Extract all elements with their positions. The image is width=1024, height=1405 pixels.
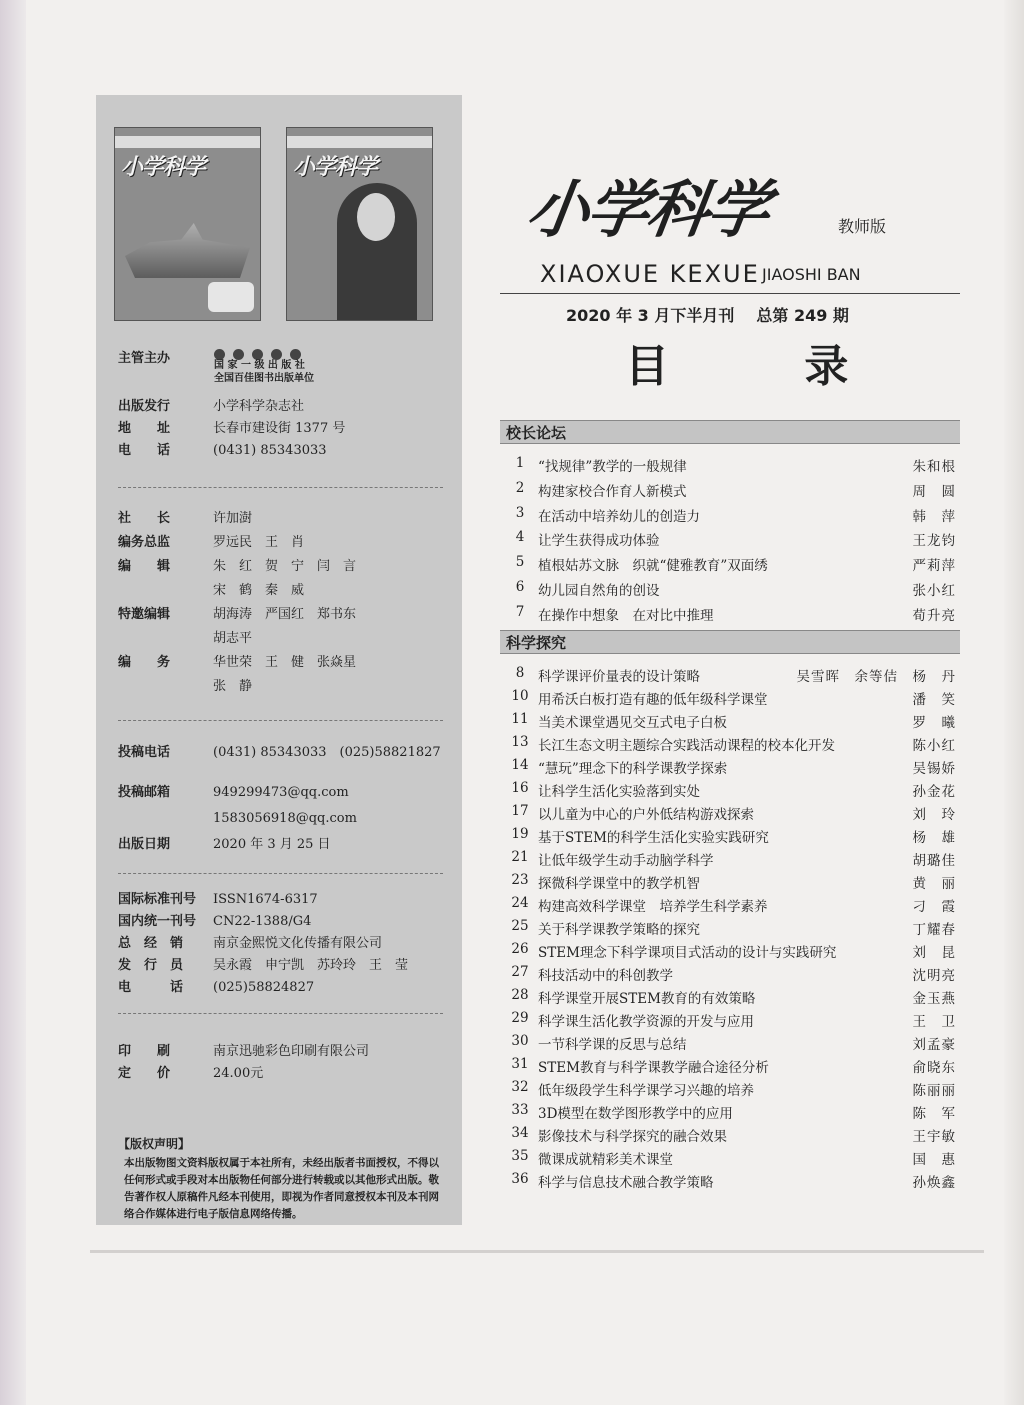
toc-entry[interactable] bbox=[500, 987, 960, 1009]
sponsor-row bbox=[118, 347, 213, 366]
info-label: 投稿电话 bbox=[118, 745, 171, 760]
info-block-2 bbox=[118, 507, 356, 699]
article-author: 荀升亮 bbox=[912, 607, 956, 624]
page-number: 33 bbox=[511, 1102, 529, 1118]
divider bbox=[118, 1013, 443, 1014]
cover-badge bbox=[208, 282, 254, 312]
article-author: 刁 霞 bbox=[912, 899, 956, 915]
toc-entry[interactable] bbox=[500, 1056, 960, 1078]
article-title: 让科学生活化实验落到实处 bbox=[538, 784, 700, 800]
section-header bbox=[500, 420, 960, 444]
toc-entry[interactable] bbox=[500, 1148, 960, 1170]
page-bottom-rule bbox=[90, 1250, 984, 1253]
article-author: 黄 丽 bbox=[912, 876, 956, 892]
cover-band bbox=[115, 136, 260, 148]
info-value: 宋 鹤 秦 威 bbox=[213, 583, 305, 598]
article-title: 以儿童为中心的户外低结构游戏探索 bbox=[538, 807, 754, 823]
article-author: 张小红 bbox=[912, 583, 956, 599]
page-number: 35 bbox=[511, 1148, 529, 1164]
page-number: 23 bbox=[511, 872, 529, 888]
page-number: 31 bbox=[511, 1056, 529, 1072]
info-label: 国内统一刊号 bbox=[118, 914, 197, 929]
info-value: 吴永霞 申宁凯 苏玲玲 王 莹 bbox=[213, 958, 409, 973]
article-author: 王宇敏 bbox=[912, 1129, 956, 1145]
article-author: 刘 昆 bbox=[912, 945, 956, 961]
info-label: 国际标准刊号 bbox=[118, 892, 197, 907]
toc-entry[interactable] bbox=[500, 803, 960, 825]
cover-thumbnail-1 bbox=[114, 127, 261, 321]
divider bbox=[118, 487, 443, 488]
page-number: 2 bbox=[515, 479, 525, 496]
edition-pinyin: JIAOSHI BAN bbox=[762, 265, 861, 284]
cover-title: 小学科学 bbox=[293, 155, 378, 180]
page-number: 6 bbox=[515, 579, 525, 595]
info-label: 投稿邮箱 bbox=[118, 785, 171, 800]
copyright-title: 【版权声明】 bbox=[118, 1137, 191, 1151]
page-number: 30 bbox=[511, 1033, 529, 1049]
toc-entry[interactable] bbox=[500, 688, 960, 710]
person-face bbox=[357, 193, 395, 241]
article-author: 朱和根 bbox=[912, 459, 956, 475]
publisher-seal-icons bbox=[214, 345, 344, 357]
article-title: 在操作中想象 在对比中推理 bbox=[538, 607, 714, 624]
sponsor-label: 主管主办 bbox=[118, 351, 171, 366]
toc-entry[interactable] bbox=[500, 826, 960, 848]
journal-logo: 小学科学 bbox=[522, 173, 773, 246]
page-number: 34 bbox=[511, 1125, 529, 1141]
article-author: 吴锡娇 bbox=[912, 761, 956, 777]
article-title: 低年级段学生科学课学习兴趣的培养 bbox=[538, 1083, 754, 1099]
info-value: ISSN1674-6317 bbox=[213, 892, 318, 907]
copyright-text: 本出版物图文资料版权属于本社所有，未经出版者书面授权，不得以任何形式或手段对本出版物任何部分进行转载或以其他形式出版。敬告著作权人原稿件凡经本刊使用，即视为作者同意授权本刊及本刊网络合作媒体进行电子版信息网络传播。 bbox=[124, 1157, 439, 1220]
info-label: 出版日期 bbox=[118, 837, 171, 852]
info-block-4 bbox=[118, 889, 408, 999]
article-author: 周 圆 bbox=[912, 483, 956, 500]
page-number: 17 bbox=[511, 803, 529, 819]
article-title: 让低年级学生动手动脑学科学 bbox=[538, 853, 714, 869]
publisher-line: 国 家 一 级 出 版 社 bbox=[214, 360, 305, 371]
page-number: 3 bbox=[515, 504, 525, 521]
cover-band bbox=[287, 136, 432, 148]
cover-title: 小学科学 bbox=[121, 155, 206, 180]
toc-entry[interactable] bbox=[500, 1125, 960, 1147]
info-value: 1583056918@qq.com bbox=[213, 811, 357, 826]
toc-entry[interactable] bbox=[500, 1033, 960, 1055]
article-title: 关于科学课教学策略的探究 bbox=[538, 922, 700, 938]
toc-entry[interactable] bbox=[500, 895, 960, 917]
page-number: 5 bbox=[515, 554, 525, 571]
info-block-1 bbox=[118, 396, 345, 462]
issue-total: 总第 249 期 bbox=[756, 306, 849, 325]
info-value: (025)58824827 bbox=[213, 980, 315, 995]
toc-entry[interactable] bbox=[500, 734, 960, 756]
article-author: 孙焕鑫 bbox=[912, 1175, 956, 1191]
article-author: 韩 萍 bbox=[912, 508, 956, 525]
info-value: 2020 年 3 月 25 日 bbox=[213, 837, 331, 852]
page-number: 7 bbox=[515, 603, 525, 620]
article-title: 影像技术与科学探究的融合效果 bbox=[538, 1129, 727, 1145]
article-author: 陈丽丽 bbox=[912, 1083, 956, 1099]
toc-entry[interactable] bbox=[500, 711, 960, 733]
info-value: 949299473@qq.com bbox=[213, 785, 349, 800]
article-author: 金玉燕 bbox=[912, 991, 956, 1007]
info-value: (0431) 85343033 (025)58821827 bbox=[213, 745, 441, 760]
article-title: 科学课生活化教学资源的开发与应用 bbox=[538, 1014, 754, 1030]
article-title: STEM理念下科学课项目式活动的设计与实践研究 bbox=[538, 945, 837, 961]
edition-label: 教师版 bbox=[838, 217, 887, 236]
article-author: 沈明亮 bbox=[912, 968, 956, 984]
page-number: 13 bbox=[511, 734, 529, 750]
page-number: 11 bbox=[511, 711, 529, 727]
page-number: 29 bbox=[511, 1010, 529, 1026]
article-author: 刘 玲 bbox=[912, 807, 956, 823]
info-value: CN22-1388/G4 bbox=[213, 914, 312, 929]
info-value: 24.00元 bbox=[213, 1066, 264, 1081]
toc-entry[interactable] bbox=[500, 480, 960, 502]
article-title: 微课成就精彩美术课堂 bbox=[538, 1152, 673, 1168]
toc-heading: 目 录 bbox=[625, 341, 909, 392]
page-number: 14 bbox=[511, 757, 529, 773]
toc-entry[interactable] bbox=[500, 1079, 960, 1101]
info-value: 朱 红 贺 宁 闫 言 bbox=[213, 559, 357, 574]
info-block-5 bbox=[118, 1041, 369, 1085]
article-author: 杨 雄 bbox=[912, 830, 956, 846]
article-author: 王 卫 bbox=[912, 1014, 956, 1030]
page-spine-shadow bbox=[0, 0, 26, 1405]
ship-image bbox=[125, 223, 250, 278]
page-number: 1 bbox=[515, 455, 525, 471]
toc-entry[interactable] bbox=[500, 1171, 960, 1193]
info-label: 电 话 bbox=[118, 980, 184, 995]
section-header bbox=[500, 630, 960, 654]
toc-entry[interactable] bbox=[500, 455, 960, 477]
article-title: 用希沃白板打造有趣的低年级科学课堂 bbox=[538, 692, 768, 708]
info-value: 小学科学杂志社 bbox=[213, 399, 305, 414]
article-title: 植根姑苏文脉 织就“健雅教育”双面绣 bbox=[538, 558, 768, 575]
article-author: 胡璐佳 bbox=[912, 853, 956, 869]
info-label: 地 址 bbox=[118, 421, 171, 436]
article-author: 刘孟豪 bbox=[912, 1037, 956, 1053]
toc-entry[interactable] bbox=[500, 849, 960, 871]
page-number: 21 bbox=[511, 849, 529, 865]
article-author: 国 惠 bbox=[912, 1152, 956, 1168]
info-value: 华世荣 王 健 张焱星 bbox=[213, 655, 357, 670]
info-value: 罗远民 王 肖 bbox=[213, 535, 305, 550]
article-title: 构建家校合作育人新模式 bbox=[538, 483, 687, 500]
publisher-logo bbox=[214, 345, 344, 385]
page-number: 26 bbox=[511, 941, 529, 957]
article-title: 当美术课堂遇见交互式电子白板 bbox=[538, 715, 727, 731]
toc-entry[interactable] bbox=[500, 604, 960, 626]
toc-entry[interactable] bbox=[500, 529, 960, 551]
info-value: (0431) 85343033 bbox=[213, 443, 327, 458]
page-number: 4 bbox=[515, 529, 525, 546]
info-label: 社 长 bbox=[118, 511, 171, 526]
info-label: 发 行 员 bbox=[118, 958, 184, 973]
article-author: 丁耀春 bbox=[912, 922, 956, 938]
article-author: 罗 曦 bbox=[912, 715, 956, 731]
info-label: 特邀编辑 bbox=[118, 607, 171, 622]
info-value: 胡志平 bbox=[213, 631, 253, 646]
divider bbox=[118, 873, 443, 874]
page-number: 27 bbox=[511, 964, 529, 980]
article-author: 陈 军 bbox=[912, 1106, 956, 1122]
info-label: 编 辑 bbox=[118, 559, 171, 574]
info-label: 出版发行 bbox=[118, 399, 171, 414]
masthead-panel bbox=[96, 95, 462, 1225]
article-author: 严莉萍 bbox=[912, 558, 956, 575]
article-title: 幼儿园自然角的创设 bbox=[538, 583, 660, 599]
info-block-3 bbox=[118, 740, 441, 858]
page-number: 28 bbox=[511, 987, 529, 1003]
section-title: 科学探究 bbox=[506, 634, 567, 652]
article-author: 吴雪晖 余等佶 杨 丹 bbox=[796, 669, 956, 685]
article-title: STEM教育与科学课教学融合途径分析 bbox=[538, 1060, 769, 1076]
article-title: “慧玩”理念下的科学课教学探索 bbox=[538, 761, 728, 777]
article-title: 科学与信息技术融合教学策略 bbox=[538, 1175, 714, 1191]
article-title: 一节科学课的反思与总结 bbox=[538, 1037, 687, 1053]
toc-entry[interactable] bbox=[500, 872, 960, 894]
section-title: 校长论坛 bbox=[506, 424, 567, 442]
toc-entry[interactable] bbox=[500, 1102, 960, 1124]
issue-line bbox=[566, 303, 871, 326]
info-label: 总 经 销 bbox=[118, 936, 184, 951]
article-title: 长江生态文明主题综合实践活动课程的校本化开发 bbox=[538, 738, 835, 754]
article-title: 科学课评价量表的设计策略 bbox=[538, 669, 700, 685]
info-label: 印 刷 bbox=[118, 1044, 171, 1059]
page-number: 36 bbox=[511, 1171, 529, 1187]
article-title: 在活动中培养幼儿的创造力 bbox=[538, 508, 700, 525]
page-number: 25 bbox=[511, 918, 529, 934]
article-author: 王龙钧 bbox=[912, 533, 956, 550]
info-label: 编务总监 bbox=[118, 535, 171, 550]
info-value: 长春市建设街 1377 号 bbox=[213, 421, 346, 436]
toc-entry[interactable] bbox=[500, 941, 960, 963]
info-value: 张 静 bbox=[213, 679, 253, 694]
issue-date: 2020 年 3 月下半月刊 bbox=[566, 306, 735, 325]
article-title: 探微科学课堂中的教学机智 bbox=[538, 876, 700, 892]
toc-entry[interactable] bbox=[500, 665, 960, 687]
article-author: 孙金花 bbox=[912, 784, 956, 800]
article-title: 科学课堂开展STEM教育的有效策略 bbox=[538, 991, 756, 1007]
toc-entry[interactable] bbox=[500, 579, 960, 601]
page-number: 10 bbox=[511, 688, 529, 704]
article-title: 构建高效科学课堂 培养学生科学素养 bbox=[538, 899, 768, 915]
info-label: 定 价 bbox=[118, 1066, 171, 1081]
page-number: 24 bbox=[511, 895, 529, 911]
info-label: 电 话 bbox=[118, 443, 171, 458]
article-author: 潘 笑 bbox=[912, 692, 956, 708]
page-number: 8 bbox=[515, 665, 525, 681]
header-rule bbox=[500, 293, 960, 294]
info-value: 许加澍 bbox=[213, 511, 253, 526]
info-label: 编 务 bbox=[118, 655, 171, 670]
info-value: 胡海涛 严国红 郑书东 bbox=[213, 607, 357, 622]
toc-entry[interactable] bbox=[500, 554, 960, 576]
article-title: 基于STEM的科学生活化实验实践研究 bbox=[538, 830, 769, 846]
article-author: 俞晓东 bbox=[912, 1060, 956, 1076]
toc-entry[interactable] bbox=[500, 505, 960, 527]
toc-entry[interactable] bbox=[500, 757, 960, 779]
toc-entry[interactable] bbox=[500, 1010, 960, 1032]
article-title: 科技活动中的科创教学 bbox=[538, 968, 673, 984]
info-value: 南京金熙悦文化传播有限公司 bbox=[213, 936, 383, 951]
divider bbox=[118, 720, 443, 721]
info-value: 南京迅驰彩色印刷有限公司 bbox=[213, 1044, 370, 1059]
page-edge bbox=[1004, 0, 1024, 1405]
article-title: 3D模型在数学图形教学中的应用 bbox=[538, 1106, 733, 1122]
toc-entry[interactable] bbox=[500, 780, 960, 802]
article-author: 陈小红 bbox=[912, 738, 956, 754]
page-number: 16 bbox=[511, 780, 529, 796]
cover-thumbnail-2 bbox=[286, 127, 433, 321]
page-number: 32 bbox=[511, 1079, 529, 1095]
toc-entry[interactable] bbox=[500, 918, 960, 940]
page-number: 19 bbox=[511, 826, 529, 842]
journal-pinyin: XIAOXUE KEXUE bbox=[540, 260, 760, 288]
toc-entry[interactable] bbox=[500, 964, 960, 986]
article-title: 让学生获得成功体验 bbox=[538, 533, 660, 550]
publisher-line: 全国百佳图书出版单位 bbox=[214, 373, 314, 384]
article-title: “找规律”教学的一般规律 bbox=[538, 459, 687, 475]
